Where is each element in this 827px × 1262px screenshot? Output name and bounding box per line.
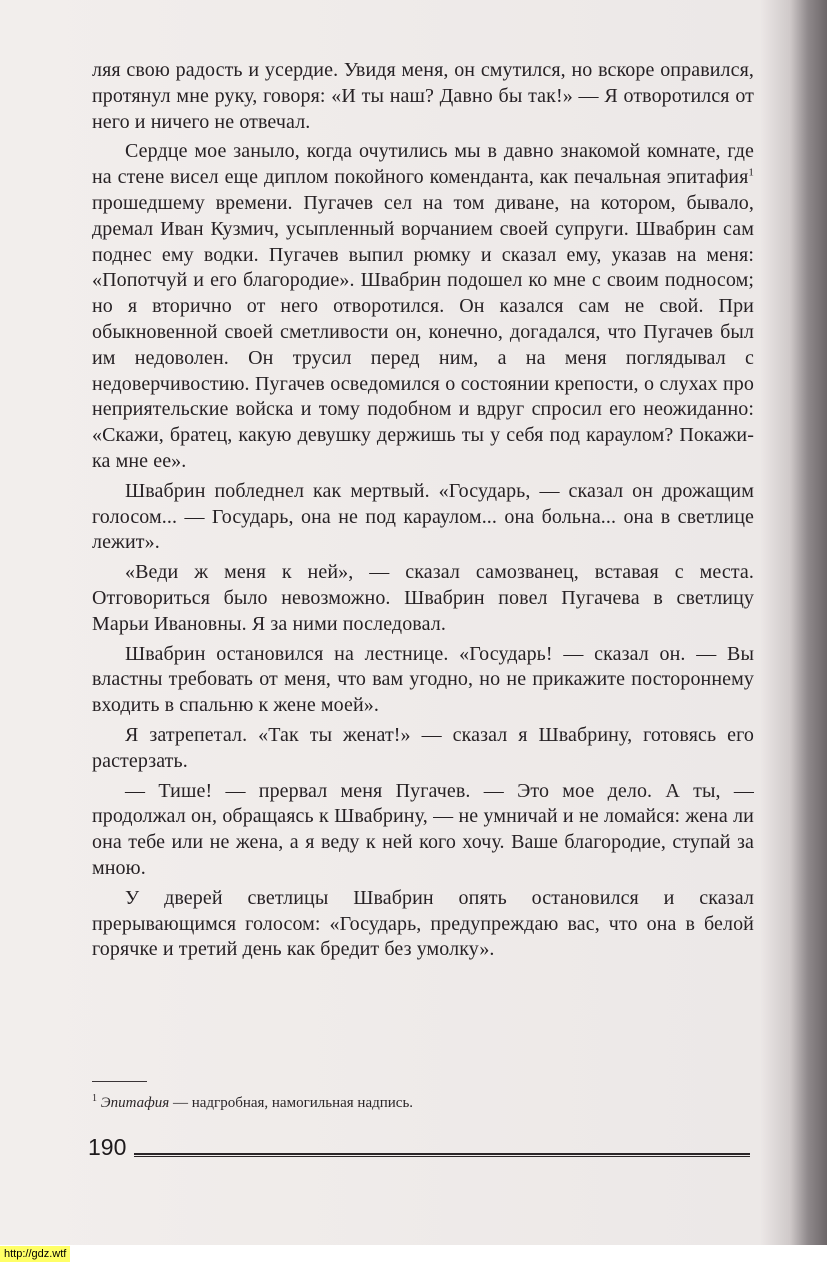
paragraph-2-part-2: прошедшему времени. Пугачев сел на том диване, на котором, бывало, дремал Иван Кузмич, усыпленный ворчанием своей супруги. Швабрин сам поднес ему водки. Пугачев выпил рюмку и сказал ему, указав на меня: «Попотчуй и его благородие». Швабрин подошел ко мне с своим подносом; но я вторично от него отворотился. Он казался сам не свой. При обыкновенной своей сметливости он, конечно, догадался, что Пугачев был им недоволен. Он трусил перед ним, а на меня поглядывал с недоверчивостию. Пугачев осведомился о состоянии крепости, о слухах про неприятельские войска и тому подобном и вдруг спросил его неожиданно: «Скажи, братец, какую девушку держишь ты у себя под караулом? Покажи-ка мне ее». xyxy=(92,191,754,472)
footnote xyxy=(92,1089,752,1113)
footnote-reference: 1 xyxy=(748,166,754,179)
page-number-rule xyxy=(134,1153,750,1157)
paragraph-5: Швабрин остановился на лестнице. «Государь! — сказал он. — Вы властны требовать от меня, что вам угодно, но не прикажите постороннему входить в спальню к жене моей». xyxy=(92,642,754,717)
paragraph-6: Я затрепетал. «Так ты женат!» — сказал я Швабрину, готовясь его растерзать. xyxy=(92,723,754,772)
footnote-term: Эпитафия xyxy=(100,1095,170,1111)
body-text xyxy=(92,58,754,967)
watermark-link[interactable]: http://gdz.wtf xyxy=(0,1246,70,1262)
footnote-divider xyxy=(92,1081,147,1082)
footnote-definition: — надгробная, намогильная надпись. xyxy=(169,1095,414,1111)
paragraph-2 xyxy=(92,139,754,474)
scan-margin xyxy=(0,1245,827,1262)
paragraph-2-part-1: Сердце мое заныло, когда очутились мы в давно знакомой комнате, где на стене висел еще диплом покойного коменданта, как печальная эпитафия xyxy=(92,140,754,189)
paragraph-3: Швабрин побледнел как мертвый. «Государь, — сказал он дрожащим голосом... — Государь, она не под караулом... она больна... она в светлице лежит». xyxy=(92,479,754,554)
footnote-marker: 1 xyxy=(92,1093,97,1104)
page-number: 190 xyxy=(88,1134,127,1160)
paragraph-7: — Тише! — прервал меня Пугачев. — Это мое дело. А ты, — продолжал он, обращаясь к Швабрину, — не умничай и не ломайся: жена ли она тебе или не жена, а я веду к ней кого хочу. Ваше благородие, ступай за мною. xyxy=(92,779,754,879)
paragraph-4: «Веди ж меня к ней», — сказал самозванец, вставая с места. Отговориться было невозможно. Швабрин повел Пугачева в светлицу Марьи Ивановны. Я за ними последовал. xyxy=(92,561,754,635)
paragraph-1: ляя свою радость и усердие. Увидя меня, он смутился, но вскоре оправился, протянул мне руку, говоря: «И ты наш? Давно бы так!» — Я отворотился от него и ничего не отвечал. xyxy=(92,59,754,133)
paragraph-8: У дверей светлицы Швабрин опять остановился и сказал прерывающимся голосом: «Государь, предупреждаю вас, что она в белой горячке и третий день как бредит без умолку». xyxy=(92,886,754,961)
